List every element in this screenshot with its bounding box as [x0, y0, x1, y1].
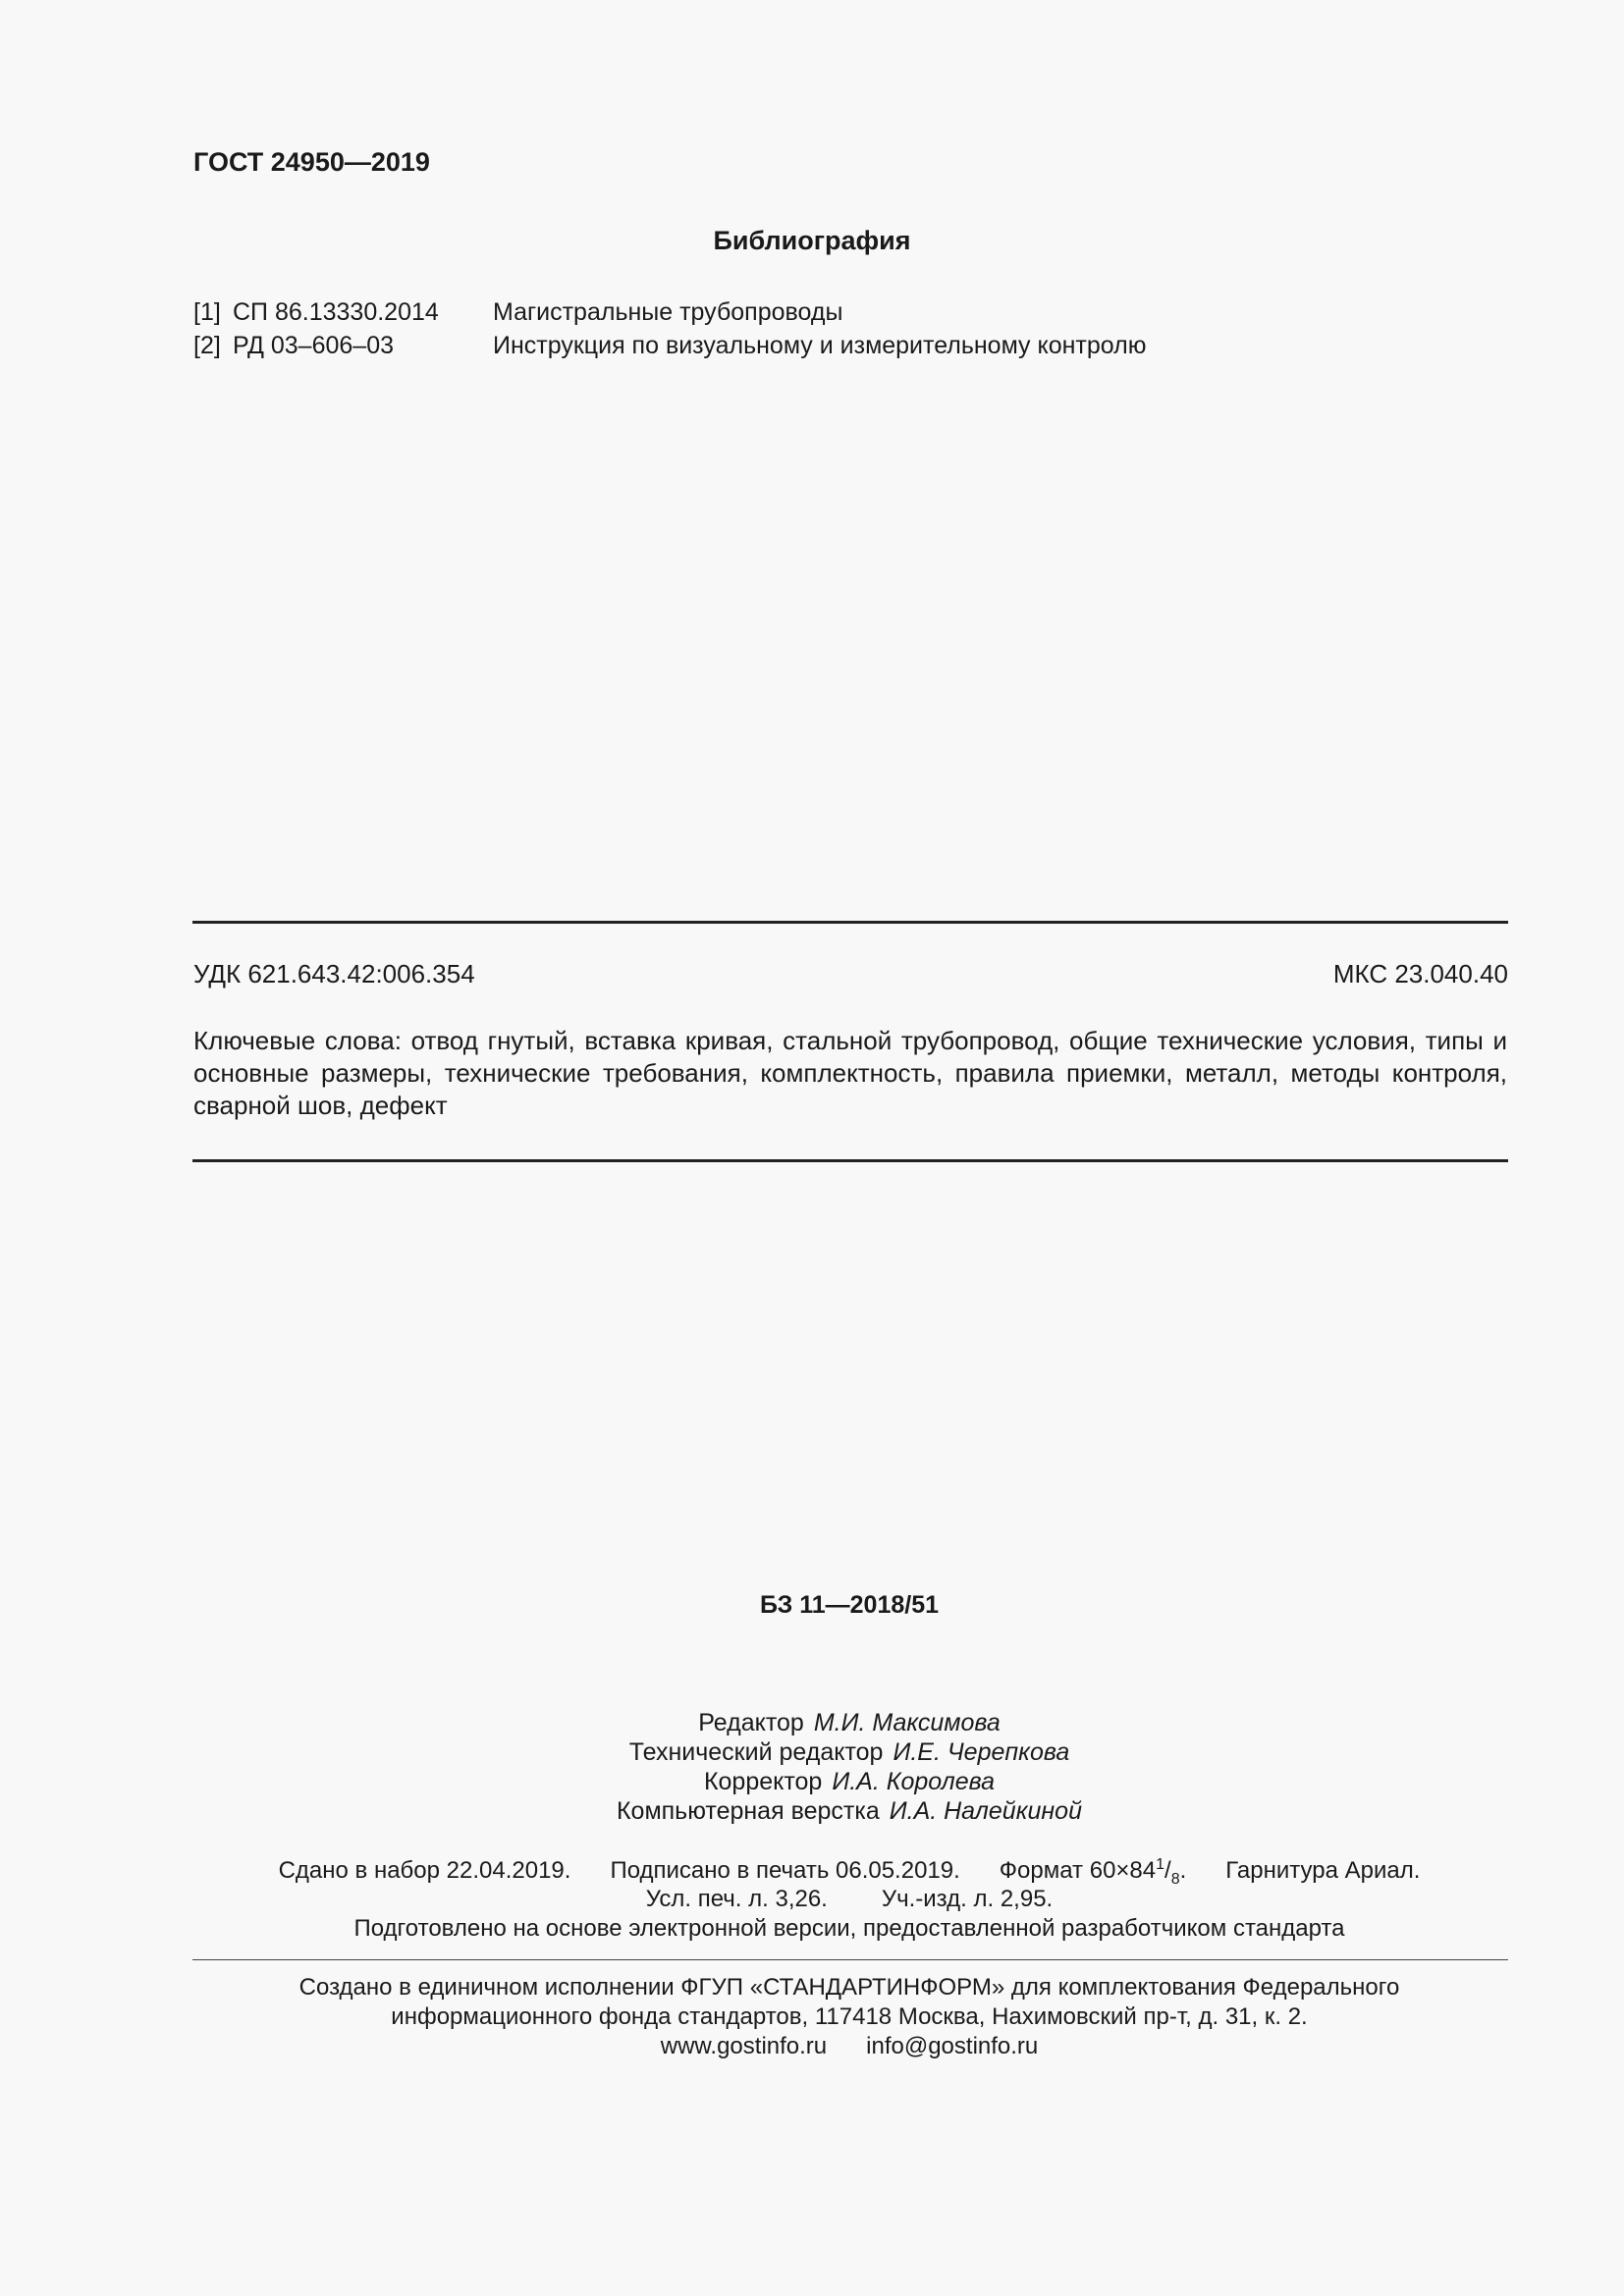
- uch-izd-list: Уч.-изд. л. 2,95.: [881, 1886, 1054, 1912]
- bibliography-item: [193, 332, 1146, 360]
- submitted-date: Сдано в набор 22.04.2019.: [278, 1857, 571, 1884]
- udk-code: УДК 621.643.42:006.354: [193, 959, 475, 988]
- staff-line-layout: [0, 1797, 1624, 1826]
- bibliography-item-title: Магистральные трубопроводы: [493, 298, 843, 326]
- staff-role: Компьютерная верстка: [616, 1797, 880, 1825]
- bibliography-item-code: СП 86.13330.2014: [233, 298, 439, 326]
- bibliography-item-number: [1]: [193, 298, 221, 326]
- bibliography-title: Библиография: [713, 226, 911, 255]
- prepared-note: Подготовлено на основе электронной версии, предоставленной разработчиком стандарта: [353, 1915, 1345, 1942]
- divider-top: [192, 921, 1508, 924]
- footer-divider: [192, 1959, 1508, 1960]
- staff-line-editor: [0, 1709, 1624, 1737]
- staff-name: И.А. Королева: [832, 1768, 996, 1795]
- bibliography-item-title: Инструкция по визуальному и измерительному контролю: [493, 332, 1147, 359]
- document-code: ГОСТ 24950—2019: [193, 147, 430, 177]
- footer-line-1: Создано в единичном исполнении ФГУП «СТАНДАРТИНФОРМ» для комплектования Федерального: [298, 1974, 1400, 2001]
- usl-pech-list: Усл. печ. л. 3,26.: [645, 1886, 828, 1912]
- staff-role: Редактор: [698, 1709, 804, 1736]
- signed-date: Подписано в печать 06.05.2019.: [610, 1857, 960, 1884]
- staff-role: Технический редактор: [628, 1738, 884, 1766]
- staff-role: Корректор: [703, 1768, 823, 1795]
- bibliography-item-number: [2]: [193, 332, 221, 359]
- divider-bottom: [192, 1159, 1508, 1162]
- staff-line-corrector: [0, 1768, 1624, 1796]
- staff-name: М.И. Максимова: [813, 1709, 1001, 1736]
- print-info-line-1: [0, 1856, 1624, 1889]
- website-link[interactable]: www.gostinfo.ru: [660, 2033, 828, 2059]
- font-name: Гарнитура Ариал.: [1225, 1857, 1421, 1884]
- bibliography-item: [193, 298, 842, 327]
- bz-code: БЗ 11—2018/51: [759, 1591, 940, 1619]
- footer-line-2: информационного фонда стандартов, 117418 Москва, Нахимовский пр-т, д. 31, к. 2.: [391, 2003, 1308, 2030]
- staff-line-tech-editor: [0, 1738, 1624, 1767]
- paper-format: Формат $60\times 84^1/_8$.: [999, 1856, 1187, 1888]
- bibliography-item-code: РД 03–606–03: [233, 332, 395, 359]
- print-info-line-2: [0, 1886, 1624, 1913]
- staff-name: И.А. Налейкиной: [889, 1797, 1082, 1825]
- email-link[interactable]: info@gostinfo.ru: [866, 2033, 1039, 2059]
- keywords-paragraph: Ключевые слова: отвод гнутый, вставка кривая, стальной трубопровод, общие технические условия, типы и основные размеры, технические требования, комплектность, правила приемки, металл, методы контроля, сварной шов, дефект: [193, 1026, 1507, 1120]
- mks-code: МКС 23.040.40: [1332, 959, 1508, 988]
- staff-name: И.Е. Черепкова: [893, 1738, 1070, 1766]
- footer-contacts: [0, 2033, 1624, 2060]
